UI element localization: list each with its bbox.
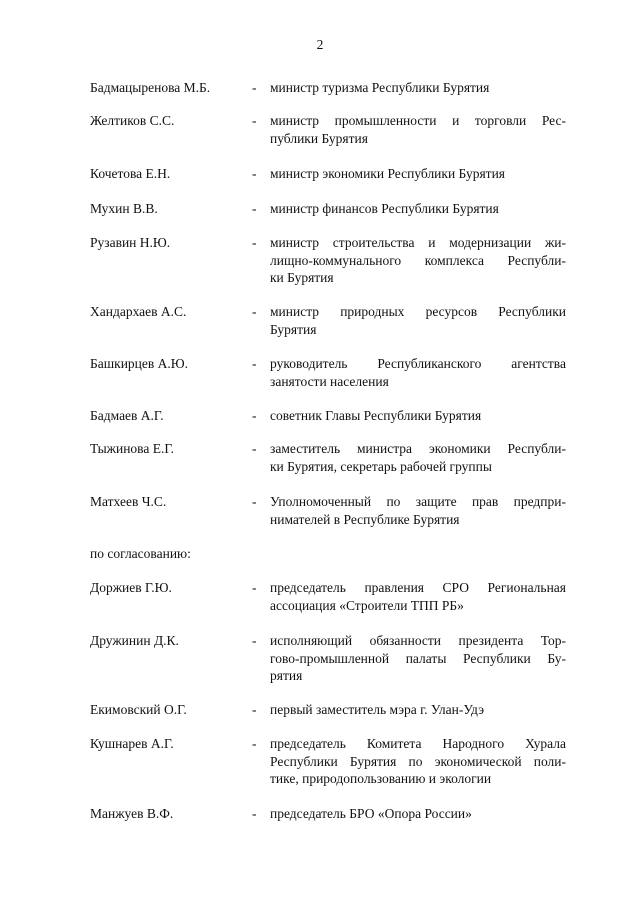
position-line: министр строительства и модернизации жи- <box>270 235 566 250</box>
position-line: исполняющий обязанности президента Тор- <box>270 633 566 648</box>
position-line: лищно-коммунального комплекса Республи- <box>270 252 566 268</box>
member-name: Бадмаев А.Г. <box>90 408 164 423</box>
member-name: Хандархаев А.С. <box>90 304 187 319</box>
member-name: Доржиев Г.Ю. <box>90 580 172 595</box>
separator-dash: - <box>252 356 257 371</box>
position-line: тике, природопользованию и экологии <box>270 771 492 786</box>
separator-dash: - <box>252 736 257 751</box>
member-name: Желтиков С.С. <box>90 113 175 128</box>
member-name: Тыжинова Е.Г. <box>90 441 175 456</box>
position-line: ки Бурятия, секретарь рабочей группы <box>270 458 492 474</box>
separator-dash: - <box>252 304 257 319</box>
position-line: нимателей в Республике Бурятия <box>270 511 460 527</box>
position-line: ки Бурятия <box>270 270 334 285</box>
position-line: председатель правления СРО Региональная <box>270 580 566 595</box>
member-position <box>270 112 566 147</box>
position-line: Уполномоченный по защите прав предпри- <box>270 494 566 509</box>
position-line: министр туризма Республики Бурятия <box>270 80 490 95</box>
member-position <box>270 407 566 425</box>
separator-dash: - <box>252 633 257 648</box>
member-position <box>270 165 566 183</box>
member-name: Манжуев В.Ф. <box>90 806 174 821</box>
position-line: ассоциация «Строители ТПП РБ» <box>270 597 464 613</box>
member-name: Кочетова Е.Н. <box>90 166 171 181</box>
position-line: публики Бурятия <box>270 130 368 146</box>
member-position <box>270 200 566 218</box>
section-label: по согласованию: <box>90 546 191 561</box>
position-line: председатель Комитета Народного Хурала <box>270 736 566 751</box>
separator-dash: - <box>252 702 257 717</box>
position-line: министр финансов Республики Бурятия <box>270 201 499 216</box>
separator-dash: - <box>252 806 257 821</box>
member-position <box>270 579 566 614</box>
member-position <box>270 493 566 528</box>
separator-dash: - <box>252 441 257 456</box>
member-name: Башкирцев А.Ю. <box>90 356 189 371</box>
position-line: Республики Бурятия по экономической поли- <box>270 753 566 769</box>
member-name: Мухин В.В. <box>90 201 158 216</box>
member-position <box>270 735 566 788</box>
position-line: рятия <box>270 668 303 683</box>
member-position <box>270 355 566 390</box>
member-position <box>270 805 566 823</box>
position-line: Бурятия <box>270 321 317 337</box>
position-line: советник Главы Республики Бурятия <box>270 408 482 423</box>
member-name: Рузавин Н.Ю. <box>90 235 171 250</box>
position-line: занятости населения <box>270 373 389 389</box>
member-position <box>270 440 566 475</box>
position-line: министр экономики Республики Бурятия <box>270 166 506 181</box>
position-line: министр промышленности и торговли Рес- <box>270 113 566 128</box>
separator-dash: - <box>252 80 257 95</box>
member-position <box>270 79 566 97</box>
position-line: заместитель министра экономики Республи- <box>270 441 566 456</box>
separator-dash: - <box>252 235 257 250</box>
position-line: первый заместитель мэра г. Улан-Удэ <box>270 702 485 717</box>
member-position <box>270 701 566 719</box>
separator-dash: - <box>252 201 257 216</box>
separator-dash: - <box>252 408 257 423</box>
position-line: руководитель Республиканского агентства <box>270 356 566 371</box>
member-position <box>270 303 566 338</box>
member-name: Бадмацыренова М.Б. <box>90 80 211 95</box>
member-name: Кушнарев А.Г. <box>90 736 174 751</box>
separator-dash: - <box>252 580 257 595</box>
member-name: Екимовский О.Г. <box>90 702 187 717</box>
separator-dash: - <box>252 494 257 509</box>
member-position <box>270 234 566 287</box>
position-line: председатель БРО «Опора России» <box>270 806 472 821</box>
separator-dash: - <box>252 113 257 128</box>
position-line: министр природных ресурсов Республики <box>270 304 566 319</box>
member-position <box>270 632 566 685</box>
member-name: Дружинин Д.К. <box>90 633 179 648</box>
separator-dash: - <box>252 166 257 181</box>
position-line: гово-промышленной палаты Республики Бу- <box>270 650 566 666</box>
member-name: Матхеев Ч.С. <box>90 494 167 509</box>
page-number: 2 <box>316 37 324 52</box>
